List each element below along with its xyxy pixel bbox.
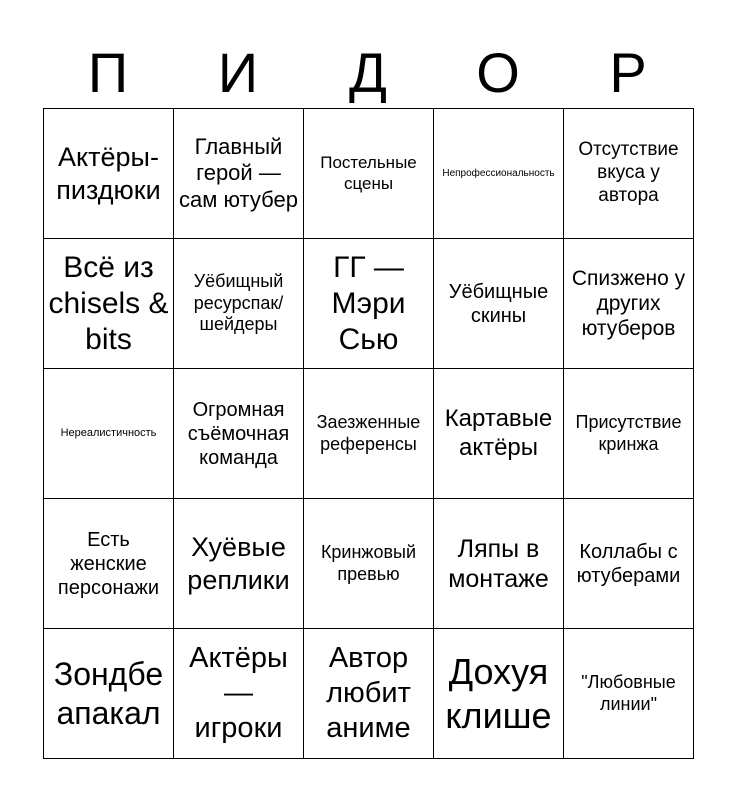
bingo-cell[interactable] (304, 499, 434, 629)
cell-text: Кринжовый превью (320, 541, 417, 584)
bingo-cell[interactable] (174, 109, 304, 239)
cell-text: Автор любит аниме (326, 642, 411, 744)
bingo-cell[interactable] (564, 499, 694, 629)
bingo-cell[interactable] (434, 499, 564, 629)
header-letter: И (217, 41, 259, 104)
cell-text: Картавые актёры (444, 404, 553, 461)
bingo-cell[interactable] (44, 369, 174, 499)
bingo-cell[interactable] (304, 369, 434, 499)
bingo-cell[interactable] (174, 369, 304, 499)
bingo-cell[interactable] (44, 499, 174, 629)
cell-text: Нереалистичность (60, 426, 157, 439)
bingo-cell[interactable] (564, 629, 694, 759)
bingo-cell[interactable] (304, 109, 434, 239)
bingo-cell[interactable] (564, 109, 694, 239)
cell-text: Есть женские персонажи (57, 528, 160, 599)
cell-text: Непрофессиональность (442, 167, 555, 179)
bingo-cell[interactable] (44, 239, 174, 369)
cell-text: Отсутствие вкуса у автора (578, 139, 679, 206)
cell-text: "Любовные линии" (581, 671, 676, 714)
cell-text: Огромная съёмочная команда (187, 398, 290, 469)
cell-text: Дохуя клише (445, 651, 552, 736)
cell-text: Присутствие кринжа (575, 411, 682, 454)
cell-text: Хуёвые реплики (187, 532, 290, 595)
cell-text: Уёбищный ресурспак/шейдеры (193, 271, 284, 335)
bingo-cell[interactable] (44, 629, 174, 759)
bingo-cell[interactable] (434, 629, 564, 759)
cell-text: ГГ — Мэри Сью (331, 250, 406, 356)
cell-text: Коллабы с ютуберами (576, 540, 681, 587)
cell-text: Постельные сцены (320, 153, 417, 193)
header-letter: П (87, 41, 129, 104)
bingo-cell[interactable] (304, 629, 434, 759)
bingo-cell[interactable] (44, 109, 174, 239)
cell-text: Актёры-пиздюки (56, 142, 161, 205)
bingo-cell[interactable] (434, 369, 564, 499)
bingo-header (43, 38, 693, 108)
bingo-cell[interactable] (174, 629, 304, 759)
bingo-cell[interactable] (434, 109, 564, 239)
bingo-cell[interactable] (564, 369, 694, 499)
cell-text: Главный герой — сам ютубер (179, 133, 298, 212)
cell-text: Зондбе апакал (53, 656, 164, 731)
bingo-cell[interactable] (434, 239, 564, 369)
bingo-cell[interactable] (564, 239, 694, 369)
bingo-cell[interactable] (304, 239, 434, 369)
bingo-cell[interactable] (174, 239, 304, 369)
header-letter: Д (349, 41, 387, 104)
header-letter: О (476, 41, 520, 104)
cell-text: Всё из chisels & bits (48, 250, 169, 356)
header-letter: Р (609, 41, 647, 104)
bingo-cell[interactable] (174, 499, 304, 629)
cell-text: Заезженные референсы (316, 411, 421, 454)
cell-text: Актёры — игроки (189, 642, 288, 744)
cell-text: Ляпы в монтаже (448, 534, 549, 593)
cell-text: Уёбищные скины (448, 280, 549, 327)
cell-text: Спизжено у других ютуберов (571, 266, 686, 341)
bingo-board (43, 108, 694, 759)
